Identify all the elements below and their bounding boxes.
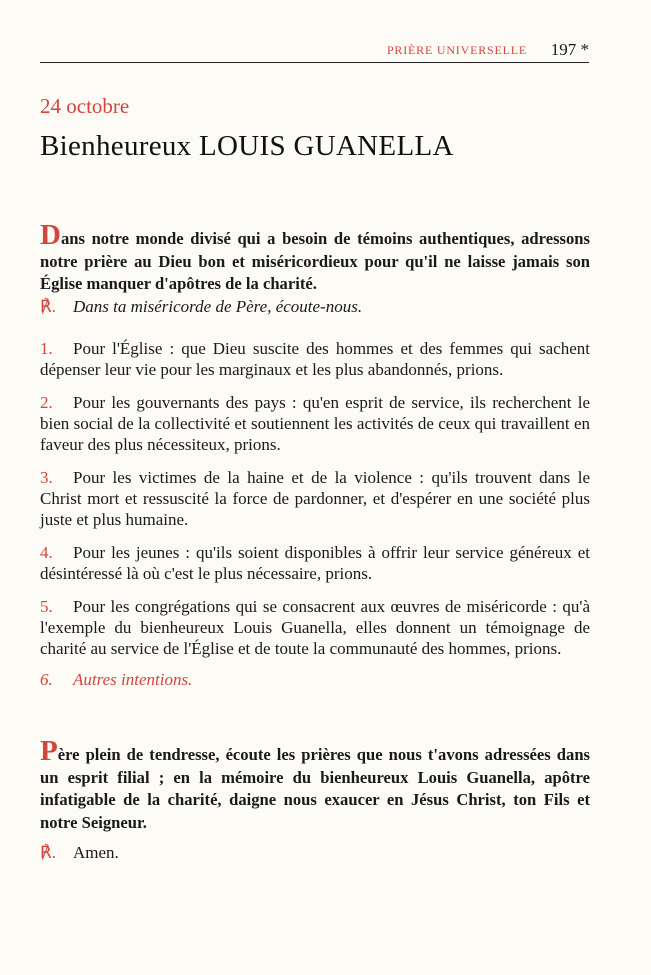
intention-item [40,542,590,584]
intention-number: 6. [40,670,53,689]
intention-number: 4. [40,543,53,562]
intention-item [40,596,590,659]
page-title: Bienheureux LOUIS GUANELLA [40,130,454,162]
response-line [40,297,590,317]
intention-number: 2. [40,393,53,412]
concluding-prayer [40,735,590,834]
conclusion-drop-cap: P [40,735,58,767]
final-response-symbol: ℟. [40,843,56,862]
intention-item [40,392,590,455]
intention-text: Pour l'Église : que Dieu suscite des hommes et des femmes qui sachent dépenser leur vie pour les marginaux et les plus abandonnés, prions. [40,339,590,379]
running-title: PRIÈRE UNIVERSELLE [386,43,527,57]
feast-date: 24 octobre [40,94,130,118]
intention-item [40,467,590,530]
intention-text: Pour les jeunes : qu'ils soient disponibles à offrir leur service généreux et désintéressé là où c'est le plus nécessaire, prions. [40,543,590,583]
response-symbol: ℟. [40,297,56,316]
intention-number: 5. [40,597,53,616]
response-text: Dans ta miséricorde de Père, écoute-nous. [73,297,363,316]
intention-number: 1. [40,339,53,358]
final-response-text: Amen. [73,843,119,862]
intro-text: ans notre monde divisé qui a besoin de témoins authentiques, adressons notre prière au Dieu bon et miséricordieux pour qu'il ne laisse jamais son Église manquer d'apôtres de la charité. [40,229,590,293]
intention-text: Pour les victimes de la haine et de la violence : qu'ils trouvent dans le Christ mort et ressuscité la force de pardonner, et d'espérer en une société plus juste et plus humaine. [40,468,590,529]
intro-drop-cap: D [40,219,61,251]
conclusion-text: ère plein de tendresse, écoute les prières que nous t'avons adressées dans un esprit filial ; en la mémoire du bienheureux Louis Guanella, apôtre infatigable de la charité, daigne nous exaucer en Jésus Christ, ton Fils et notre Seigneur. [40,745,590,832]
final-response-line [40,843,590,863]
intention-number: 3. [40,468,53,487]
introduction-paragraph [40,219,590,296]
intention-text: Pour les congrégations qui se consacrent aux œuvres de miséricorde : qu'à l'exemple du bienheureux Louis Guanella, elles donnent un témoignage de charité au service de l'Église et de toute la communauté des hommes, prions. [40,597,590,658]
page-number: 197 * [550,40,589,59]
other-intentions [40,669,590,690]
running-head [40,40,589,63]
intention-text: Pour les gouvernants des pays : qu'en esprit de service, ils recherchent le bien social de la collectivité et soutiennent les activités de ceux qui travaillent en faveur des plus nécessiteux, prions. [40,393,590,454]
other-intentions-text: Autres intentions. [73,670,193,689]
intention-item [40,338,590,380]
intentions-list [40,338,590,702]
